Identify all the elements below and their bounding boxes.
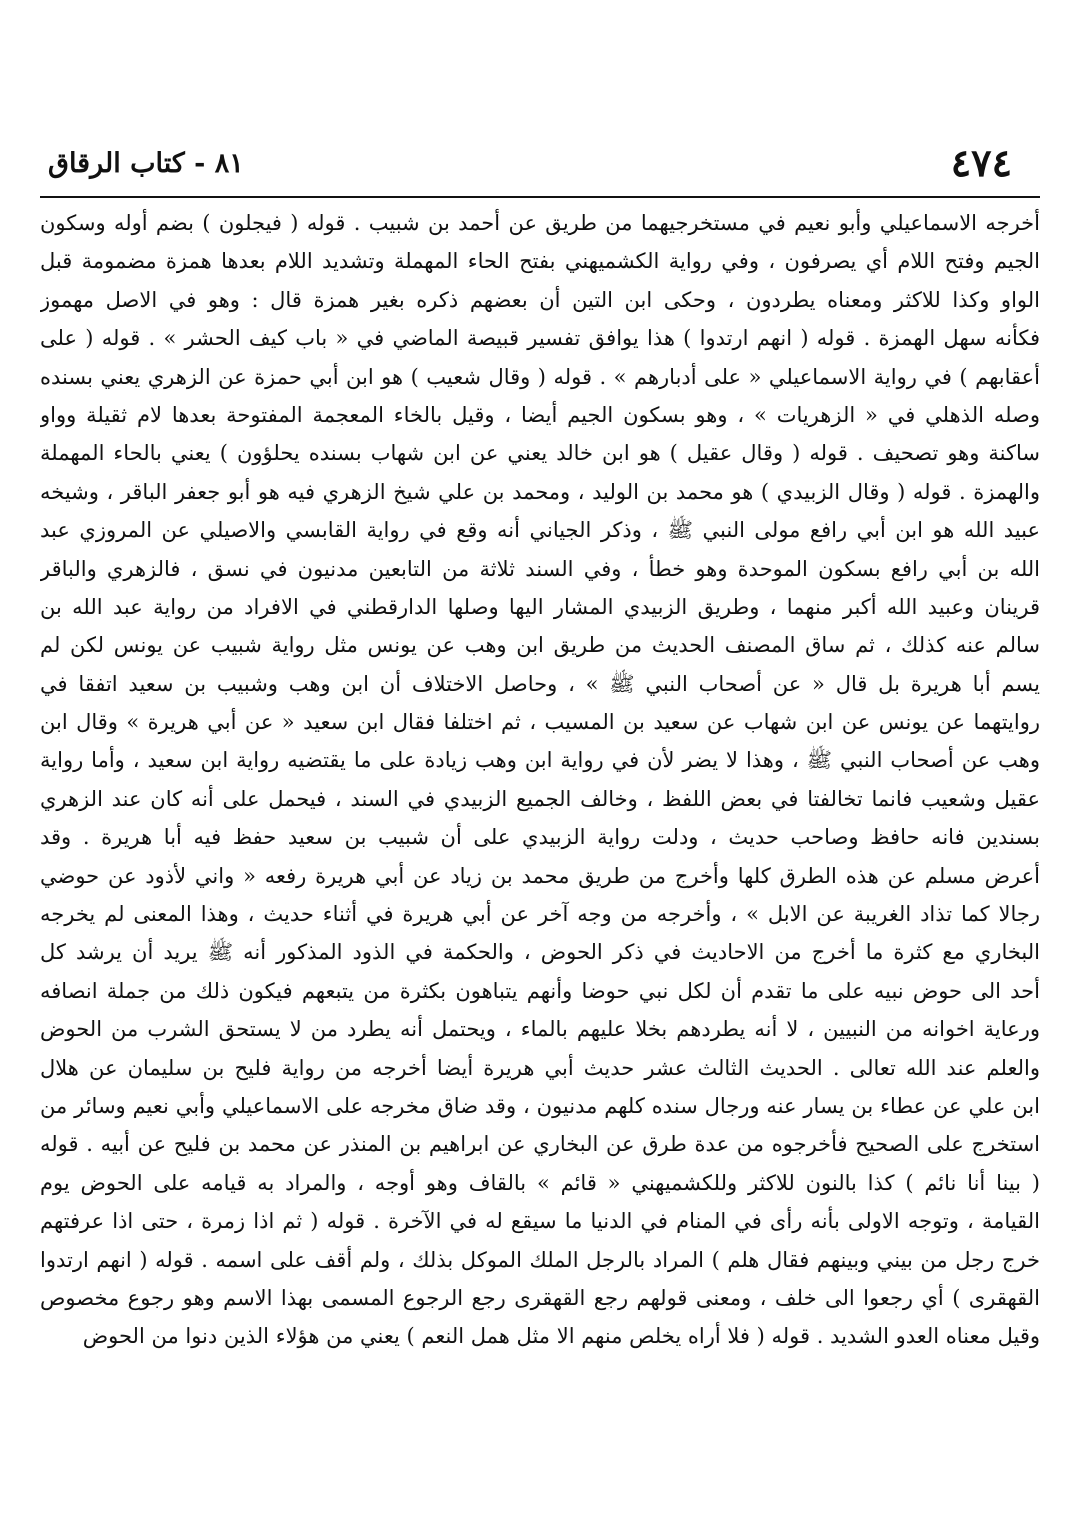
text-line: وصله الذهلي في « الزهريات » ، وهو بسكون الجيم أيضا ، وقيل بالخاء المعجمة المفتوحة بعدها لام ثقيلة وواو [40, 402, 1040, 427]
text-line: وقيل معناه العدو الشديد . قوله ( فلا أراه يخلص منهم الا مثل همل النعم ) يعني من هؤلاء الذين دنوا من الحوض [82, 1324, 1040, 1349]
text-line: الله بن أبي رافع بسكون الموحدة وهو خطأ ، وفي السند ثلاثة من التابعين مدنيون في نسق ، فالزهري والباقر [40, 556, 1040, 581]
text-line: والعلم عند الله تعالى . الحديث الثالث عشر حديث أبي هريرة أيضا أخرجه من رواية فليح بن سليمان عن هلال [40, 1055, 1040, 1080]
text-line: أخرجه الاسماعيلي وأبو نعيم في مستخرجيهما من طريق عن أحمد بن شبيب . قوله ( فيجلون ) بضم أوله وسكون [40, 211, 1040, 235]
header-rule [40, 196, 1040, 198]
text-line: ساكنة وهو تصحيف . قوله ( وقال عقيل ) هو ابن خالد يعني عن ابن شهاب بسنده يحلؤون ) يعني بالحاء المهملة [40, 441, 1040, 466]
text-line: رجالا كما تذاد الغريبة عن الابل » ، وأخرجه من وجه آخر عن أبي هريرة في أثناء حديث ، وهذا المعنى لم يخرجه [40, 902, 1040, 927]
text-line: استخرج على الصحيح فأخرجوه من عدة طرق عن البخاري عن ابراهيم بن المنذر عن محمد بن فليح عن أبيه . قوله [40, 1132, 1040, 1157]
text-line: الجيم وفتح اللام أي يصرفون ، وفي رواية الكشميهني بفتح الحاء المهملة وتشديد اللام بعدها همزة مضمومة قبل [40, 249, 1040, 274]
text-line: وهب عن أصحاب النبي ﷺ ، وهذا لا يضر لأن في رواية ابن وهب زيادة على ما يقتضيه رواية ابن سعيد ، وأما رواية [40, 748, 1040, 773]
text-line: فكأنه سهل الهمزة . قوله ( انهم ارتدوا ) هذا يوافق تفسير قبيصة الماضي في « باب كيف الحشر » . قوله ( على [40, 326, 1040, 351]
text-line: بسندين فانه حافظ وصاحب حديث ، ودلت رواية الزبيدي على أن شبيب بن سعيد حفظ فيه أبا هريرة . وقد [40, 825, 1040, 850]
text-line: خرج رجل من بيني وبينهم فقال هلم ) المراد بالرجل الملك الموكل بذلك ، ولم أقف على اسمه . قوله ( انهم ارتدوا [40, 1247, 1040, 1272]
text-line: البخاري مع كثرة ما أخرج من الاحاديث في ذكر الحوض ، والحكمة في الذود المذكور أنه ﷺ يريد أن يرشد كل [40, 940, 1040, 965]
text-line: أعرض مسلم عن هذه الطرق كلها وأخرج من طريق محمد بن زياد عن أبي هريرة رفعه « واني لأذود عن حوضي [40, 863, 1040, 888]
text-line: أحد الى حوض نبيه على ما تقدم أن لكل نبي حوضا وأنهم يتباهون بكثرة من يتبعهم فيكون ذلك من جملة انصافه [40, 978, 1040, 1003]
text-line: قرينان وعبيد الله أكبر منهما ، وطريق الزبيدي المشار اليها وصلها الدارقطني في الافراد من رواية عبد الله بن [40, 594, 1040, 619]
text-line: القيامة ، وتوجه الاولى بأنه رأى في المنام في الدنيا ما سيقع له في الآخرة . قوله ( ثم اذا زمرة ، حتى اذا عرفتهم [40, 1209, 1040, 1234]
text-line: ورعاية اخوانه من النبيين ، لا أنه يطردهم بخلا عليهم بالماء ، ويحتمل أنه يطرد من لا يستحق الشرب من الحوض [40, 1017, 1040, 1042]
text-line: روايتهما عن يونس عن ابن شهاب عن سعيد بن المسيب ، ثم اختلفا فقال ابن سعيد « عن أبي هريرة » وقال ابن [40, 710, 1040, 735]
text-line: ( بينا أنا نائم ) كذا بالنون للاكثر وللكشميهني « قائم » بالقاف وهو أوجه ، والمراد به قيامه على الحوض يوم [40, 1170, 1040, 1195]
text-line: ابن علي عن عطاء بن يسار عنه ورجال سنده كلهم مدنيون ، وقد ضاق مخرجه على الاسماعيلي وأبي نعيم وسائر من [40, 1093, 1040, 1118]
chapter-title: ٨١ - كتاب الرقاق [48, 148, 244, 179]
text-line: سالم عنه كذلك ، ثم ساق المصنف الحديث من طريق ابن وهب عن يونس مثل رواية شبيب عن يونس لكن لم [40, 633, 1040, 658]
page-number: ٤٧٤ [950, 140, 1012, 185]
text-line: عبيد الله هو ابن أبي رافع مولى النبي ﷺ ، وذكر الجياني أنه وقع في رواية القابسي والاصيلي عن المروزي عبد [40, 518, 1040, 543]
text-line: القهقرى ) أي رجعوا الى خلف ، ومعنى قولهم رجع القهقرى رجع الرجوع المسمى بهذا الاسم وهو رجوع مخصوص [40, 1285, 1040, 1310]
text-line: عقيل وشعيب فانما تخالفتا في بعض اللفظ ، وخالف الجميع الزبيدي في السند ، فيحمل على أنه كان عند الزهري [40, 786, 1040, 811]
text-line: يسم أبا هريرة بل قال « عن أصحاب النبي ﷺ » ، وحاصل الاختلاف أن ابن وهب وشبيب بن سعيد اتفقا في [40, 671, 1040, 696]
body-text [40, 204, 1040, 1356]
page-header [40, 140, 1040, 188]
text-line: والهمزة . قوله ( وقال الزبيدي ) هو محمد بن الوليد ، ومحمد بن علي شيخ الزهري فيه هو أبو جعفر الباقر ، وشيخه [40, 479, 1040, 504]
text-line: أعقابهم ) في رواية الاسماعيلي « على أدبارهم » . قوله ( وقال شعيب ) هو ابن أبي حمزة عن الزهري يعني بسنده [40, 364, 1040, 389]
text-line: الواو وكذا للاكثر ومعناه يطردون ، وحكى ابن التين أن بعضهم ذكره بغير همزة قال : وهو في الاصل مهموز [40, 287, 1040, 312]
